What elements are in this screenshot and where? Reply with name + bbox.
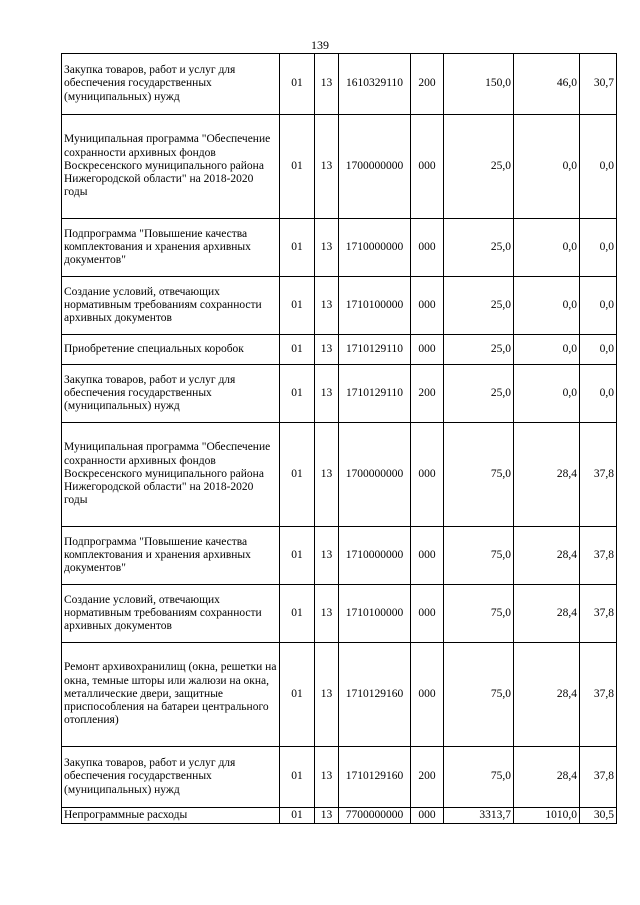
section-code: 01 bbox=[280, 423, 315, 527]
executed-amount: 28,4 bbox=[514, 423, 580, 527]
planned-amount: 25,0 bbox=[444, 115, 514, 219]
target-article-code: 1710129160 bbox=[339, 747, 411, 808]
execution-percent: 37,8 bbox=[580, 747, 617, 808]
table-row bbox=[62, 423, 617, 527]
table-body bbox=[62, 54, 617, 824]
planned-amount: 25,0 bbox=[444, 277, 514, 335]
execution-percent: 0,0 bbox=[580, 335, 617, 365]
budget-item-name: Приобретение специальных коробок bbox=[62, 335, 280, 365]
executed-amount: 28,4 bbox=[514, 585, 580, 643]
target-article-code: 1710000000 bbox=[339, 219, 411, 277]
planned-amount: 25,0 bbox=[444, 219, 514, 277]
expense-type-code: 000 bbox=[411, 335, 444, 365]
execution-percent: 0,0 bbox=[580, 365, 617, 423]
executed-amount: 0,0 bbox=[514, 365, 580, 423]
budget-item-name: Подпрограмма "Повышение качества комплектования и хранения архивных документов" bbox=[62, 527, 280, 585]
execution-percent: 30,5 bbox=[580, 808, 617, 824]
target-article-code: 7700000000 bbox=[339, 808, 411, 824]
budget-item-name: Закупка товаров, работ и услуг для обеспечения государственных (муниципальных) нужд bbox=[62, 747, 280, 808]
budget-table bbox=[61, 53, 617, 824]
table-row bbox=[62, 335, 617, 365]
subsection-code: 13 bbox=[315, 423, 339, 527]
expense-type-code: 200 bbox=[411, 54, 444, 115]
budget-item-name: Ремонт архивохранилищ (окна, решетки на окна, темные шторы или жалюзи на окна, металлические двери, защитные приспособления на батареи центрального отопления) bbox=[62, 643, 280, 747]
target-article-code: 1610329110 bbox=[339, 54, 411, 115]
expense-type-code: 000 bbox=[411, 115, 444, 219]
section-code: 01 bbox=[280, 54, 315, 115]
subsection-code: 13 bbox=[315, 747, 339, 808]
section-code: 01 bbox=[280, 527, 315, 585]
planned-amount: 75,0 bbox=[444, 423, 514, 527]
target-article-code: 1710129110 bbox=[339, 365, 411, 423]
expense-type-code: 000 bbox=[411, 808, 444, 824]
target-article-code: 1710100000 bbox=[339, 585, 411, 643]
expense-type-code: 000 bbox=[411, 423, 444, 527]
budget-item-name: Муниципальная программа "Обеспечение сохранности архивных фондов Воскресенского муниципального района Нижегородской области" на 2018-2020 годы bbox=[62, 423, 280, 527]
executed-amount: 0,0 bbox=[514, 277, 580, 335]
execution-percent: 0,0 bbox=[580, 277, 617, 335]
section-code: 01 bbox=[280, 808, 315, 824]
planned-amount: 75,0 bbox=[444, 643, 514, 747]
budget-item-name: Подпрограмма "Повышение качества комплектования и хранения архивных документов" bbox=[62, 219, 280, 277]
planned-amount: 75,0 bbox=[444, 527, 514, 585]
table-row bbox=[62, 115, 617, 219]
execution-percent: 0,0 bbox=[580, 115, 617, 219]
section-code: 01 bbox=[280, 115, 315, 219]
subsection-code: 13 bbox=[315, 54, 339, 115]
executed-amount: 0,0 bbox=[514, 335, 580, 365]
table-row bbox=[62, 277, 617, 335]
budget-item-name: Непрограммные расходы bbox=[62, 808, 280, 824]
execution-percent: 0,0 bbox=[580, 219, 617, 277]
expense-type-code: 000 bbox=[411, 585, 444, 643]
execution-percent: 37,8 bbox=[580, 643, 617, 747]
table-row bbox=[62, 643, 617, 747]
execution-percent: 37,8 bbox=[580, 585, 617, 643]
execution-percent: 37,8 bbox=[580, 423, 617, 527]
target-article-code: 1710100000 bbox=[339, 277, 411, 335]
execution-percent: 37,8 bbox=[580, 527, 617, 585]
table-row bbox=[62, 747, 617, 808]
section-code: 01 bbox=[280, 277, 315, 335]
budget-item-name: Закупка товаров, работ и услуг для обеспечения государственных (муниципальных) нужд bbox=[62, 54, 280, 115]
subsection-code: 13 bbox=[315, 365, 339, 423]
target-article-code: 1710129160 bbox=[339, 643, 411, 747]
target-article-code: 1710000000 bbox=[339, 527, 411, 585]
table-row bbox=[62, 527, 617, 585]
section-code: 01 bbox=[280, 643, 315, 747]
target-article-code: 1700000000 bbox=[339, 115, 411, 219]
planned-amount: 25,0 bbox=[444, 335, 514, 365]
table-row bbox=[62, 219, 617, 277]
executed-amount: 0,0 bbox=[514, 219, 580, 277]
expense-type-code: 000 bbox=[411, 643, 444, 747]
subsection-code: 13 bbox=[315, 115, 339, 219]
expense-type-code: 000 bbox=[411, 527, 444, 585]
subsection-code: 13 bbox=[315, 585, 339, 643]
page-number: 139 bbox=[311, 38, 329, 52]
executed-amount: 28,4 bbox=[514, 747, 580, 808]
table-row bbox=[62, 54, 617, 115]
executed-amount: 46,0 bbox=[514, 54, 580, 115]
expense-type-code: 000 bbox=[411, 277, 444, 335]
subsection-code: 13 bbox=[315, 335, 339, 365]
planned-amount: 75,0 bbox=[444, 747, 514, 808]
planned-amount: 150,0 bbox=[444, 54, 514, 115]
expense-type-code: 000 bbox=[411, 219, 444, 277]
section-code: 01 bbox=[280, 747, 315, 808]
planned-amount: 25,0 bbox=[444, 365, 514, 423]
subsection-code: 13 bbox=[315, 527, 339, 585]
executed-amount: 28,4 bbox=[514, 527, 580, 585]
budget-item-name: Создание условий, отвечающих нормативным требованиям сохранности архивных документов bbox=[62, 585, 280, 643]
subsection-code: 13 bbox=[315, 808, 339, 824]
expense-type-code: 200 bbox=[411, 747, 444, 808]
planned-amount: 3313,7 bbox=[444, 808, 514, 824]
budget-item-name: Муниципальная программа "Обеспечение сохранности архивных фондов Воскресенского муниципального района Нижегородской области" на 2018-2020 годы bbox=[62, 115, 280, 219]
subsection-code: 13 bbox=[315, 277, 339, 335]
table-row bbox=[62, 365, 617, 423]
executed-amount: 1010,0 bbox=[514, 808, 580, 824]
target-article-code: 1710129110 bbox=[339, 335, 411, 365]
executed-amount: 0,0 bbox=[514, 115, 580, 219]
expense-type-code: 200 bbox=[411, 365, 444, 423]
table-row bbox=[62, 808, 617, 824]
section-code: 01 bbox=[280, 585, 315, 643]
table-row bbox=[62, 585, 617, 643]
section-code: 01 bbox=[280, 335, 315, 365]
target-article-code: 1700000000 bbox=[339, 423, 411, 527]
section-code: 01 bbox=[280, 365, 315, 423]
subsection-code: 13 bbox=[315, 219, 339, 277]
executed-amount: 28,4 bbox=[514, 643, 580, 747]
section-code: 01 bbox=[280, 219, 315, 277]
budget-item-name: Закупка товаров, работ и услуг для обеспечения государственных (муниципальных) нужд bbox=[62, 365, 280, 423]
budget-item-name: Создание условий, отвечающих нормативным требованиям сохранности архивных документов bbox=[62, 277, 280, 335]
execution-percent: 30,7 bbox=[580, 54, 617, 115]
subsection-code: 13 bbox=[315, 643, 339, 747]
planned-amount: 75,0 bbox=[444, 585, 514, 643]
